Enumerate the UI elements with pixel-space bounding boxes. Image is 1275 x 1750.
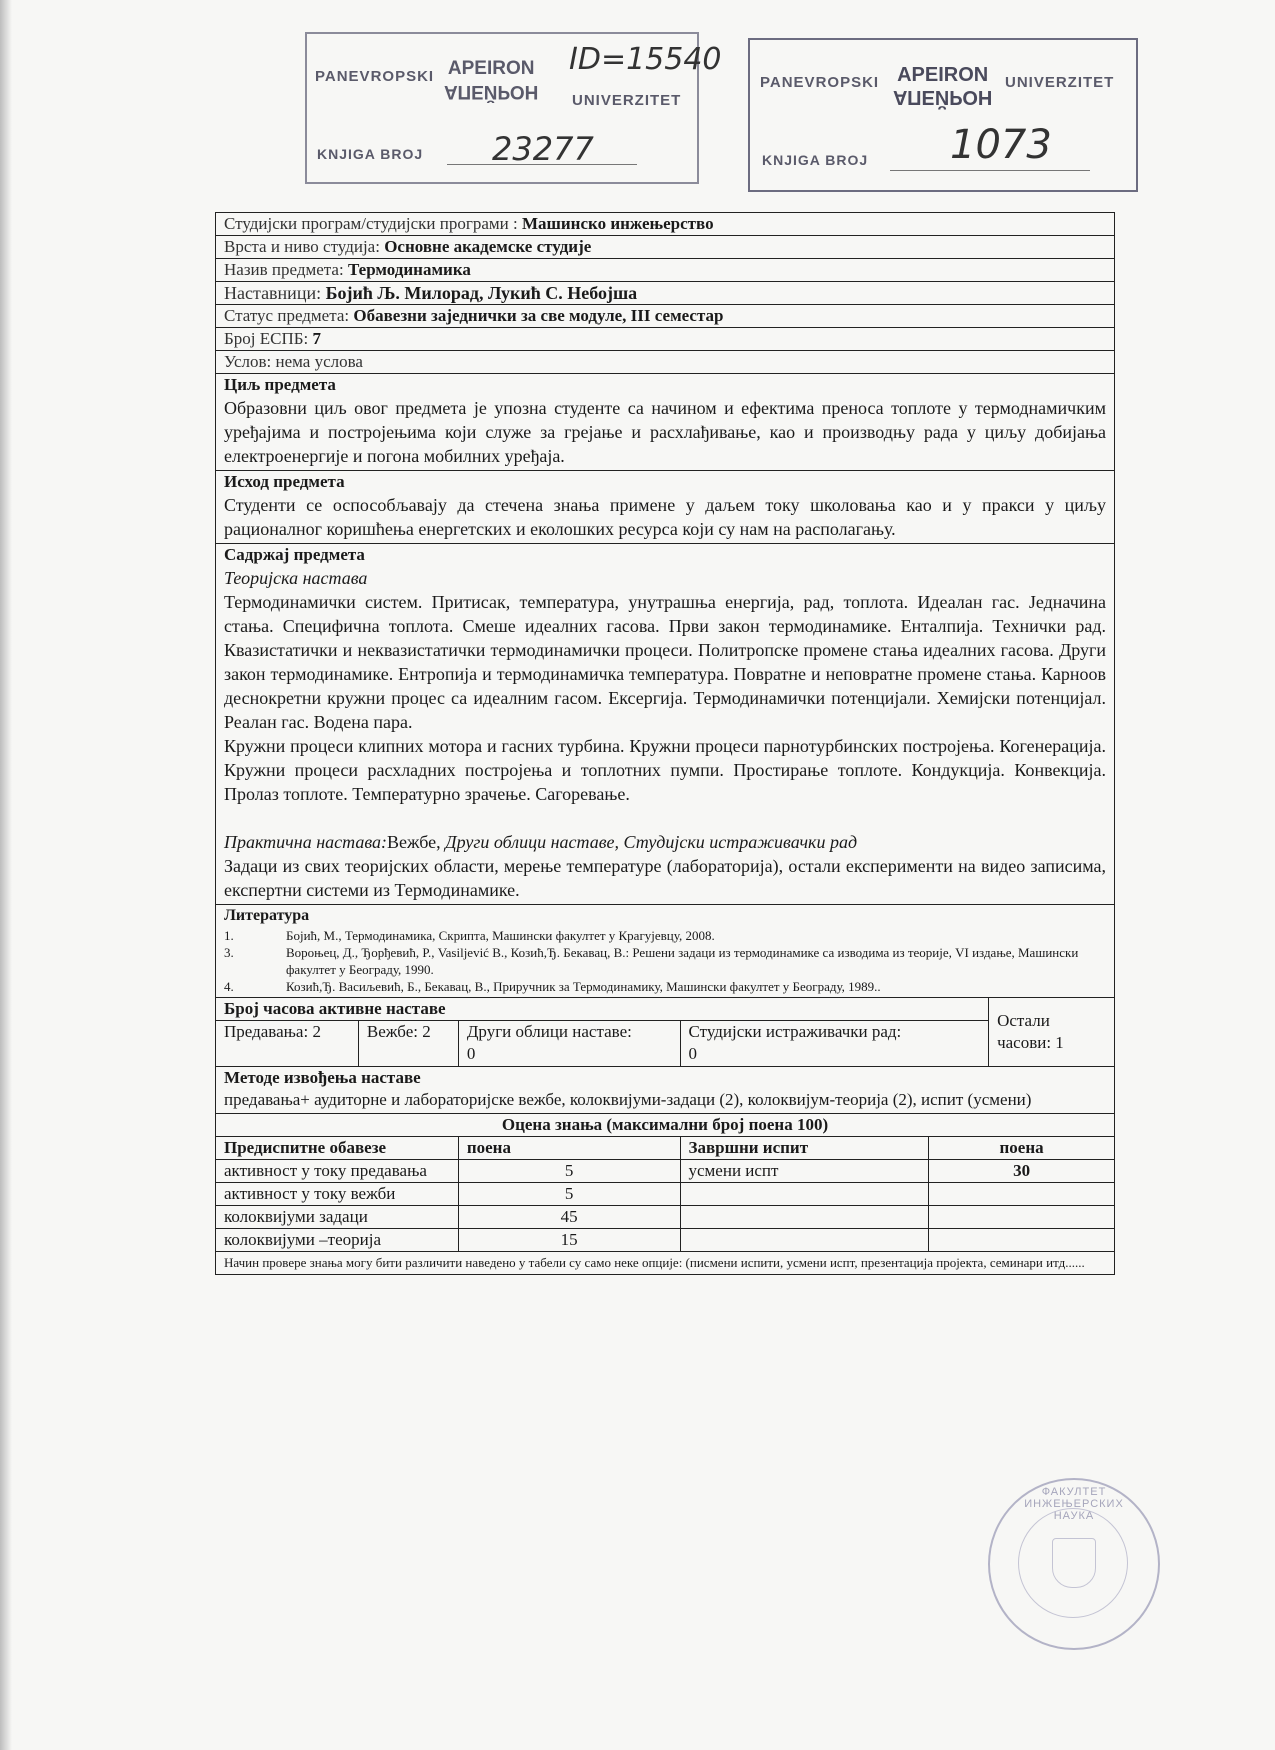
course-specification-table <box>215 212 1115 1275</box>
literature-list <box>224 927 1106 995</box>
practice-label: Практична настава: <box>224 832 388 852</box>
value-ects: 7 <box>312 329 321 348</box>
label-study-program: Студијски програм/студијски програми : <box>224 214 522 233</box>
methods-text: предавања+ аудиторне и лабораторијске вежбе, колоквијуми-задаци (2), колоквијум-теорија (2), испит (усмени) <box>224 1090 1032 1109</box>
value-study-level: Основне академске студије <box>384 237 592 256</box>
row-course-status <box>216 305 1115 328</box>
value-course-name: Термодинамика <box>347 260 471 279</box>
hours-other: Остали часови: 1 <box>989 998 1115 1067</box>
grading-col-final: Завршни испит <box>680 1137 929 1160</box>
seal-text: ФАКУЛТЕТ ИНЖЕЊЕРСКИХ НАУКА <box>1024 1486 1124 1522</box>
literature-item: 3. Вороњец, Д., Ђорђевић, Р., Vasiljević B., Козић,Ђ. Бекавац, В.: Решени задаци из термодинамике са изводима из теорије, VI издање, Машински факултет у Београду, 1990. <box>224 945 1079 977</box>
hours-research: Студијски истраживачки рад: 0 <box>680 1021 989 1067</box>
row-study-level <box>216 236 1115 259</box>
handwritten-id: ID=15540 <box>569 42 722 77</box>
methods-title: Методе извођења наставе <box>224 1068 421 1087</box>
practice-label-exercises: Вежбе, <box>387 832 446 852</box>
blank-line <box>224 806 1106 830</box>
stamp-logo <box>444 58 538 102</box>
grading-row: активност у току предавања 5 усмени испт 30 <box>216 1160 1115 1183</box>
row-study-program <box>216 213 1115 236</box>
content-title: Садржај предмета <box>224 545 365 564</box>
outcome-text: Студенти се оспособљавају да стечена знања примене у даљем току школовања као и у пракси у циљу рационалног коришћења енергетских и еколошких ресурса који су нам на располагању. <box>224 495 1106 539</box>
stamp-logo <box>893 64 992 108</box>
stamp-logo-top: APEIRON <box>897 64 989 86</box>
literature-title: Литература <box>224 907 310 924</box>
stamp-logo-bottom: АПЕЙРОН <box>893 86 993 108</box>
row-hours-values <box>216 1021 1115 1067</box>
stamp-book-label: KNJIGA BROJ <box>317 146 424 162</box>
hours-title: Број часова активне наставе <box>216 998 989 1021</box>
handwritten-book-number: 1073 <box>950 122 1052 168</box>
value-study-program: Машинско инжењерство <box>521 214 714 233</box>
label-study-level: Врста и ниво студија: <box>224 237 385 256</box>
row-teachers <box>216 282 1115 305</box>
row-course-outcome <box>216 471 1115 544</box>
literature-item: 4. Козић,Ђ. Васиљевић, Б., Бекавац, В., Приручник за Термодинамику, Машински факултет у Београду, 1989.. <box>224 979 881 994</box>
grading-title: Оцена знања (максимални број поена 100) <box>216 1114 1115 1137</box>
grading-note: Начин провере знања могу бити различити наведено у табели су само неке опције: (писмени испити, усмени испт, презентација пројекта, семинари итд...... <box>216 1252 1115 1275</box>
grading-row: колоквијуми –теорија 15 <box>216 1229 1115 1252</box>
seal-crest-icon <box>1052 1538 1096 1588</box>
label-teachers: Наставници: <box>224 283 326 303</box>
hours-other-forms: Други облици наставе: 0 <box>458 1021 680 1067</box>
row-grading-note <box>216 1252 1115 1275</box>
grading-row: активност у току вежби 5 <box>216 1183 1115 1206</box>
library-stamp-right <box>748 38 1138 192</box>
hours-lectures: Предавања: 2 <box>216 1021 359 1067</box>
stamp-brand-right: UNIVERZITET <box>572 92 682 109</box>
stamp-brand-left: PANEVROPSKI <box>315 68 435 85</box>
stamp-logo-top: APEIRON <box>447 58 535 79</box>
row-prerequisite <box>216 351 1115 374</box>
practice-heading <box>224 830 1106 854</box>
faculty-seal <box>988 1478 1160 1650</box>
handwritten-book-number: 23277 <box>492 130 594 168</box>
row-hours-title <box>216 998 1115 1021</box>
row-teaching-methods <box>216 1067 1115 1114</box>
stamp-logo-bottom: АПЕЙРОН <box>444 81 539 102</box>
scan-edge-shadow <box>0 0 12 1750</box>
label-prerequisite: Услов: нема услова <box>224 352 363 371</box>
stamp-brand-right: UNIVERZITET <box>1005 74 1115 91</box>
hours-exercises: Вежбе: 2 <box>358 1021 458 1067</box>
row-literature <box>216 905 1115 998</box>
practice-label-other: Други облици наставе, Студијски истраживачки рад <box>445 832 858 852</box>
value-course-status: Обавезни заједнички за све модуле, III семестар <box>353 306 724 325</box>
grading-col-points-final: поена <box>929 1137 1115 1160</box>
stamp-brand-left: PANEVROPSKI <box>760 74 880 91</box>
row-course-goal <box>216 374 1115 471</box>
goal-text: Образовни циљ овог предмета је упозна студенте са начином и ефектима преноса топлоте у термоднамичким уређајима и постројењима који служе за грејање и расхлађивање, као и производњу рада у циљу добијања електроенергије и погона мобилних уређаја. <box>224 398 1106 466</box>
theory-text-2: Кружни процеси клипних мотора и гасних турбина. Кружни процеси парнотурбинских постројења. Когенерација. Кружни процеси расхладних постројења и топлотних пумпи. Простирање топлоте. Кондукција. Конвекција. Пролаз топлоте. Температурно зрачење. Сагоревање. <box>224 736 1106 804</box>
row-grading-header <box>216 1137 1115 1160</box>
label-course-name: Назив предмета: <box>224 260 348 279</box>
practice-text: Задаци из свих теоријских области, мерење температуре (лабораторија), остали експерименти на видео записима, експертни системи из Термодинамике. <box>224 856 1106 900</box>
row-course-content <box>216 544 1115 905</box>
stamp-line <box>890 170 1090 171</box>
value-teachers: Бојић Љ. Милорад, Лукић С. Небојша <box>325 283 638 303</box>
literature-item: 1. Бојић, М., Термодинамика, Скрипта, Машински факултет у Крагујевцу, 2008. <box>224 928 715 943</box>
goal-title: Циљ предмета <box>224 375 336 394</box>
grading-col-points: поена <box>458 1137 680 1160</box>
theory-label: Теоријска настава <box>224 568 368 588</box>
row-ects <box>216 328 1115 351</box>
row-course-name <box>216 259 1115 282</box>
outcome-title: Исход предмета <box>224 472 345 491</box>
grading-row: колоквијуми задаци 45 <box>216 1206 1115 1229</box>
grading-col-pre: Предиспитне обавезе <box>216 1137 459 1160</box>
label-ects: Број ЕСПБ: <box>224 329 313 348</box>
theory-text-1: Термодинамички систем. Притисак, температура, унутрашња енергија, рад, топлота. Идеалан гас. Једначина стања. Специфична топлота. Смеше идеалних гасова. Први закон термодинамике. Енталпија. Технички рад. Квазистатички и неквазистатички термодинамички процеси. Политропске промене стања идеалних гасова. Други закон термодинамике. Ентропија и термодинамичка температура. Повратне и неповратне промене стања. Карноов деснокретни кружни процес са идеалним гасом. Ексергија. Термодинамички потенцијали. Хемијски потенцијал. Реалан гас. Водена пара. <box>224 592 1106 732</box>
row-grading-title <box>216 1114 1115 1137</box>
stamp-book-label: KNJIGA BROJ <box>762 152 869 168</box>
library-stamp-left <box>305 32 722 184</box>
label-course-status: Статус предмета: <box>224 306 354 325</box>
